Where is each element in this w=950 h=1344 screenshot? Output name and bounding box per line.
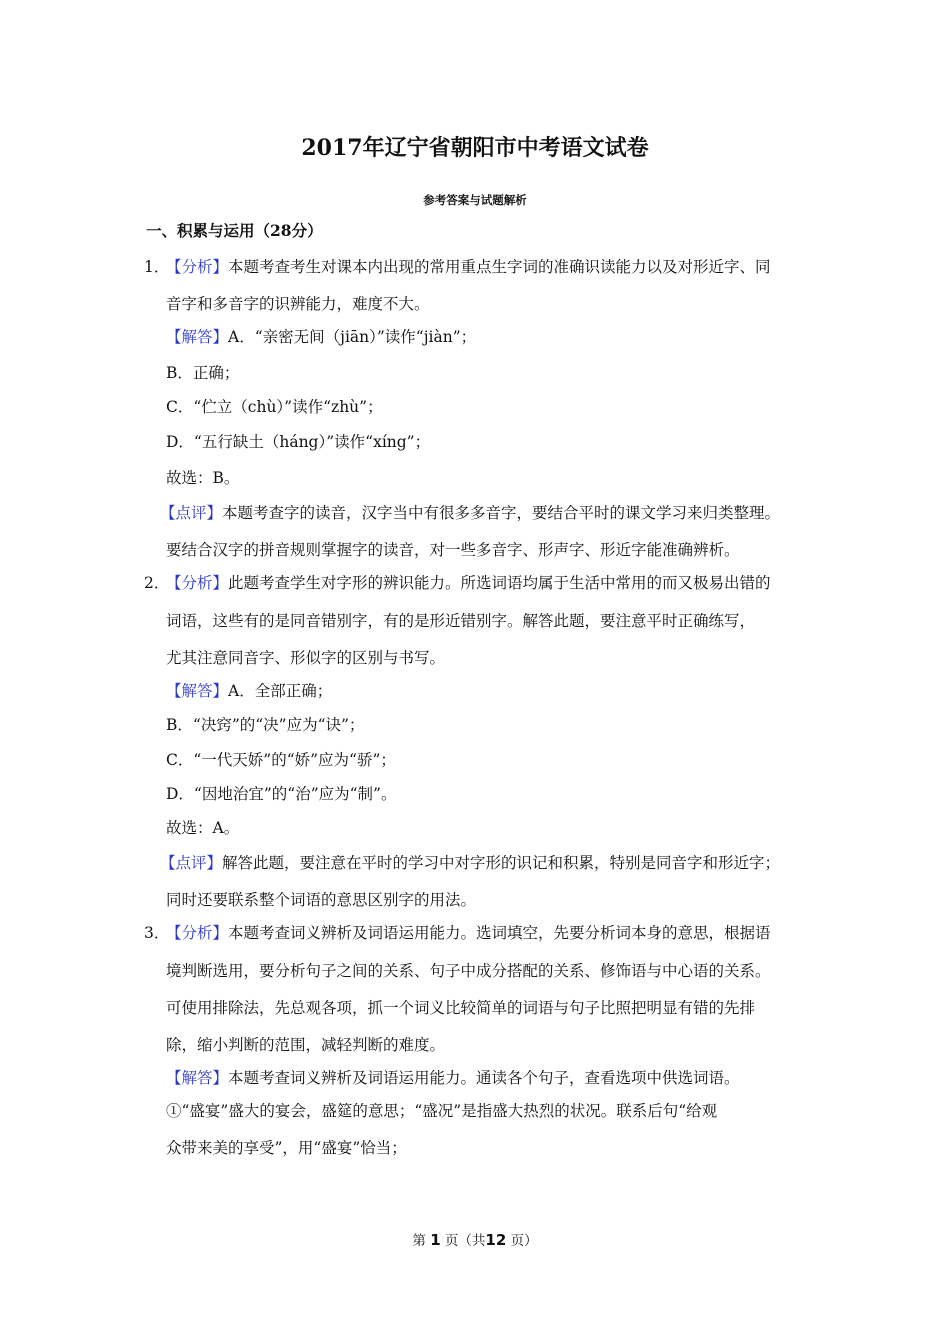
answer-tag: 【解答】	[166, 682, 229, 700]
option-b: B．正确；	[166, 364, 240, 382]
answer-line: 【解答】A．全部正确；	[166, 682, 333, 700]
answer-tag: 【解答】	[166, 1069, 229, 1087]
comment-line: 【点评】解答此题，要注意在平时的学习中对字形的识记和积累，特别是同音字和形近字；	[160, 854, 781, 872]
analysis-line: 境判断选用，要分析句子之间的关系、句子中成分搭配的关系、修饰语与中心语的关系。	[166, 962, 771, 980]
analysis-line: 【分析】此题考查学生对字形的辨识能力。所选词语均属于生活中常用的而又极易出错的	[166, 574, 771, 592]
analysis-tag: 【分析】	[166, 258, 229, 276]
item-line: ①“盛宴”盛大的宴会，盛筵的意思；“盛况”是指盛大热烈的状况。联系后句“给观	[166, 1102, 718, 1120]
choice-line: 故选：B。	[166, 469, 240, 487]
item-line: 众带来美的享受”，用“盛宴”恰当；	[166, 1139, 407, 1157]
option-d: D．“五行缺土（háng）”读作“xíng”；	[166, 433, 431, 451]
page-total: 12	[485, 1231, 507, 1249]
comment-line: 【点评】本题考查字的读音，汉字当中有很多多音字，要结合平时的课文学习来归类整理。	[160, 504, 781, 522]
analysis-line: 【分析】本题考查考生对课本内出现的常用重点生字词的准确识读能力以及对形近字、同	[166, 258, 771, 276]
page-number: 1	[430, 1231, 441, 1249]
analysis-line: 音字和多音字的识辨能力，难度不大。	[166, 295, 430, 313]
page-footer: 第 1 页（共12 页）	[412, 1231, 538, 1249]
comment-tag: 【点评】	[160, 504, 223, 522]
analysis-tag: 【分析】	[166, 924, 229, 942]
question-number: 2．	[144, 574, 170, 592]
option-d: D．“因地治宜”的“治”应为“制”。	[166, 785, 397, 803]
answer-tag: 【解答】	[166, 328, 229, 346]
analysis-line: 除，缩小判断的范围，减轻判断的难度。	[166, 1036, 446, 1054]
option-c: C．“伫立（chù）”读作“zhù”；	[166, 398, 383, 416]
page-subtitle: 参考答案与试题解析	[423, 193, 527, 207]
option-c: C．“一代天娇”的“娇”应为“骄”；	[166, 751, 396, 769]
question-number: 3．	[144, 924, 170, 942]
analysis-line: 可使用排除法，先总观各项，抓一个词义比较简单的词语与句子比照把明显有错的先排	[166, 999, 756, 1017]
question-number: 1．	[144, 258, 170, 276]
analysis-line: 词语，这些有的是同音错别字，有的是形近错别字。解答此题，要注意平时正确练写，	[166, 612, 756, 630]
section-heading: 一、积累与运用（28分）	[146, 221, 323, 240]
option-b: B．“决窍”的“决”应为“诀”；	[166, 716, 365, 734]
comment-line: 要结合汉字的拼音规则掌握字的读音，对一些多音字、形声字、形近字能准确辨析。	[166, 541, 740, 559]
choice-line: 故选：A。	[166, 819, 240, 837]
analysis-tag: 【分析】	[166, 574, 229, 592]
answer-line: 【解答】A．“亲密无间（jiān）”读作“jiàn”；	[166, 328, 477, 346]
analysis-line: 尤其注意同音字、形似字的区别与书写。	[166, 649, 446, 667]
page-title: 2017年辽宁省朝阳市中考语文试卷	[301, 135, 649, 161]
answer-line: 【解答】本题考查词义辨析及词语运用能力。通读各个句子，查看选项中供选词语。	[166, 1069, 740, 1087]
comment-line: 同时还要联系整个词语的意思区别字的用法。	[166, 891, 477, 909]
analysis-line: 【分析】本题考查词义辨析及词语运用能力。选词填空，先要分析词本身的意思，根据语	[166, 924, 771, 942]
comment-tag: 【点评】	[160, 854, 223, 872]
